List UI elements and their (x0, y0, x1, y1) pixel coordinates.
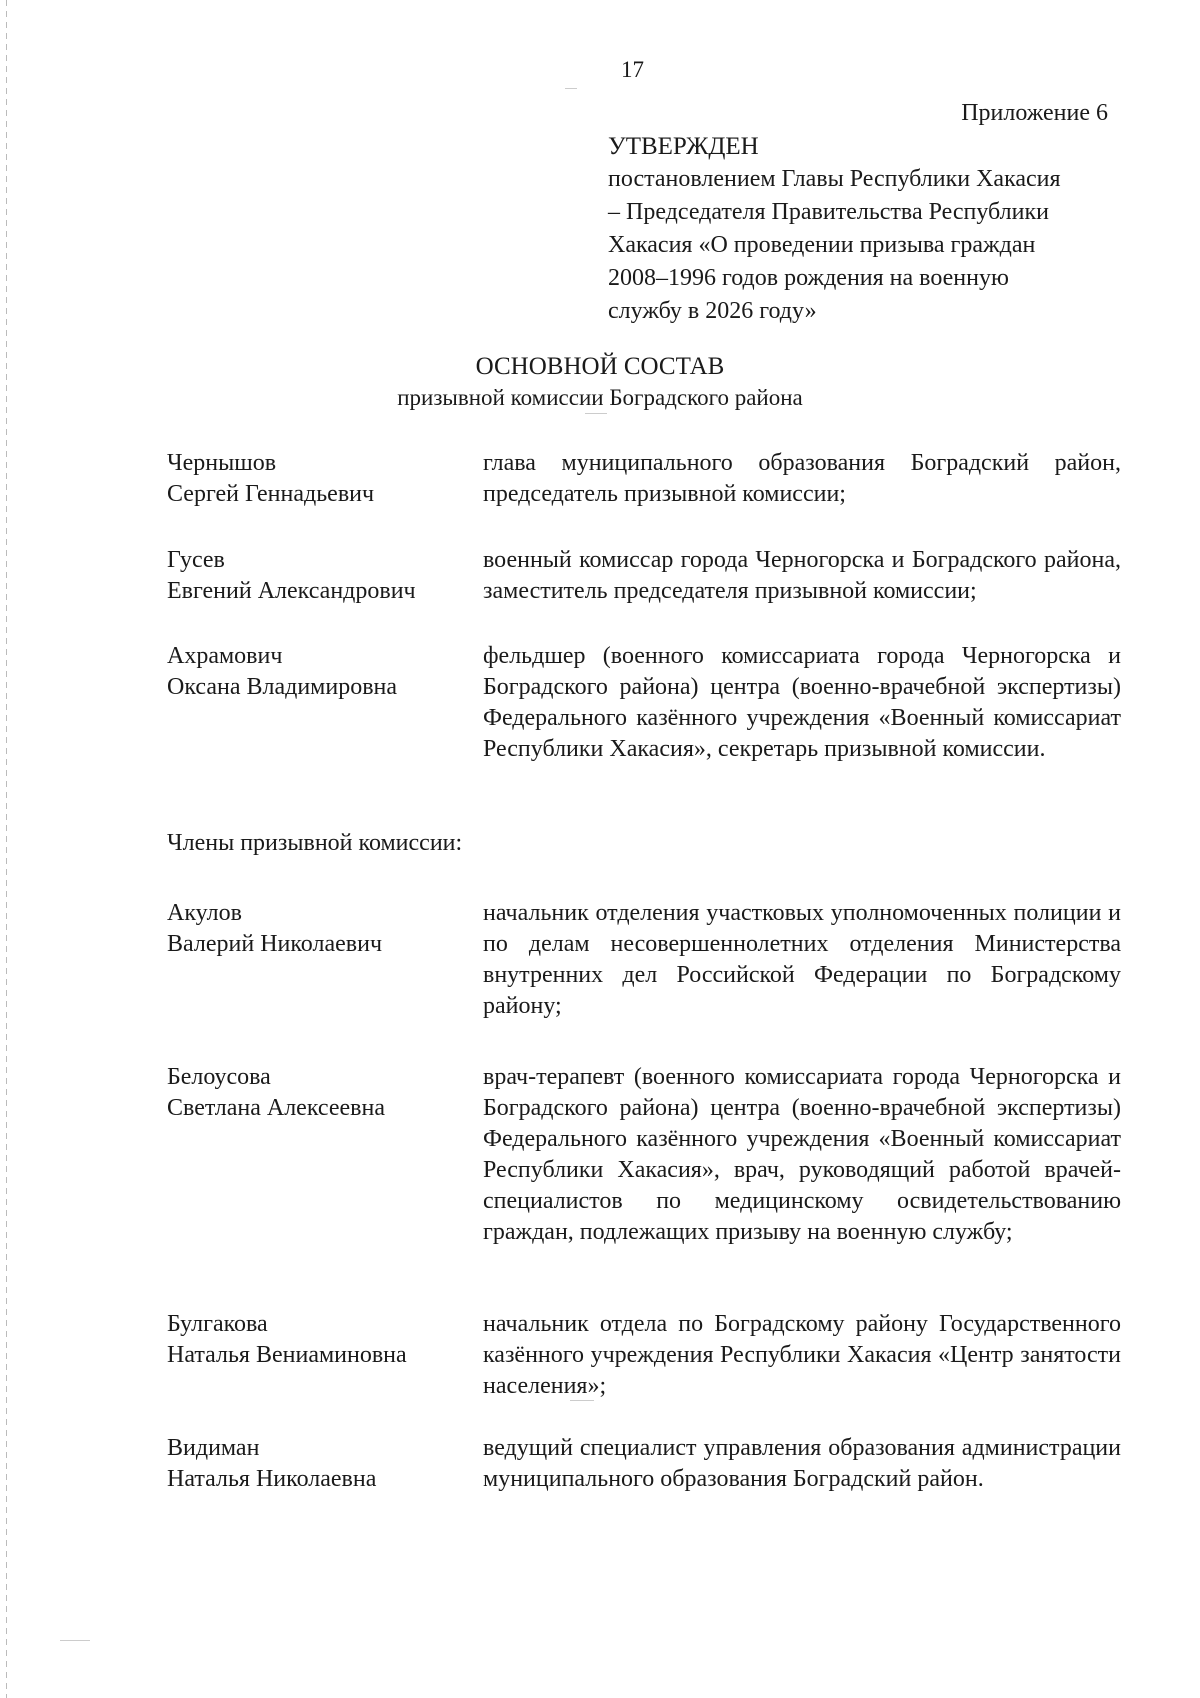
position-description: ведущий специалист управления образования администрации муниципального образования Боградский район. (483, 1435, 1121, 1492)
appendix-label: Приложение 6 (961, 100, 1108, 126)
page-number: 17 (621, 57, 644, 82)
given-names: Валерий Николаевич (167, 931, 383, 957)
approval-line: 2008–1996 годов рождения на военную (608, 265, 1009, 291)
surname: Акулов (167, 900, 242, 926)
scan-speck (60, 1640, 90, 1641)
document-heading (0, 350, 1200, 413)
scan-edge-line (6, 0, 7, 1698)
heading-subtitle: призывной комиссии Боградского района (397, 385, 803, 410)
person-name (167, 898, 467, 960)
approval-line: – Председателя Правительства Республики (608, 199, 1049, 225)
scan-speck (585, 413, 607, 414)
position-description: фельдшер (военного комиссариата города Черногорска и Боградского района) центра (военно-врачебной экспертизы) Федерального казённого учреждения «Военный комиссариат Республики Хакасия», секретарь призывной комиссии. (483, 643, 1121, 762)
surname: Белоусова (167, 1064, 271, 1090)
heading-title: ОСНОВНОЙ СОСТАВ (475, 353, 725, 380)
scan-speck (565, 88, 577, 89)
given-names: Евгений Александрович (167, 578, 416, 604)
person-name (167, 1062, 467, 1124)
person-name (167, 1433, 467, 1495)
given-names: Наталья Николаевна (167, 1466, 377, 1492)
scan-speck (570, 1400, 594, 1401)
position-description: начальник отдела по Боградскому району Государственного казённого учреждения Республики Хакасия «Центр занятости населения»; (483, 1311, 1121, 1399)
approval-line: Хакасия «О проведении призыва граждан (608, 232, 1036, 258)
surname: Булгакова (167, 1311, 268, 1337)
approval-line: постановлением Главы Республики Хакасия (608, 166, 1061, 192)
position-description: врач-терапевт (военного комиссариата города Черногорска и Боградского района) центра (военно-врачебной экспертизы) Федерального казённого учреждения «Военный комиссариат Республики Хакасия», врач, руководящий работой врачей-специалистов по медицинскому освидетельствованию граждан, подлежащих призыву на военную службу; (483, 1064, 1121, 1245)
surname: Видиман (167, 1435, 260, 1461)
approval-title: УТВЕРЖДЕН (608, 133, 759, 160)
approval-block (608, 130, 1128, 328)
surname: Гусев (167, 547, 225, 573)
position-description: военный комиссар города Черногорска и Боградского района, заместитель председателя призывной комиссии; (483, 547, 1121, 604)
surname: Ахрамович (167, 643, 283, 669)
person-name (167, 641, 467, 703)
position-description: начальник отделения участковых уполномоченных полиции и по делам несовершеннолетних отделения Министерства внутренних дел Российской Федерации по Боградскому району; (483, 900, 1121, 1019)
members-section-title: Члены призывной комиссии: (167, 830, 463, 856)
person-name (167, 545, 467, 607)
person-name (167, 448, 467, 510)
person-name (167, 1309, 467, 1371)
surname: Чернышов (167, 450, 277, 476)
position-description: глава муниципального образования Боградский район, председатель призывной комиссии; (483, 450, 1121, 507)
given-names: Оксана Владимировна (167, 674, 398, 700)
given-names: Сергей Геннадьевич (167, 481, 375, 507)
given-names: Наталья Вениаминовна (167, 1342, 407, 1368)
given-names: Светлана Алексеевна (167, 1095, 385, 1121)
approval-line: службу в 2026 году» (608, 298, 817, 324)
